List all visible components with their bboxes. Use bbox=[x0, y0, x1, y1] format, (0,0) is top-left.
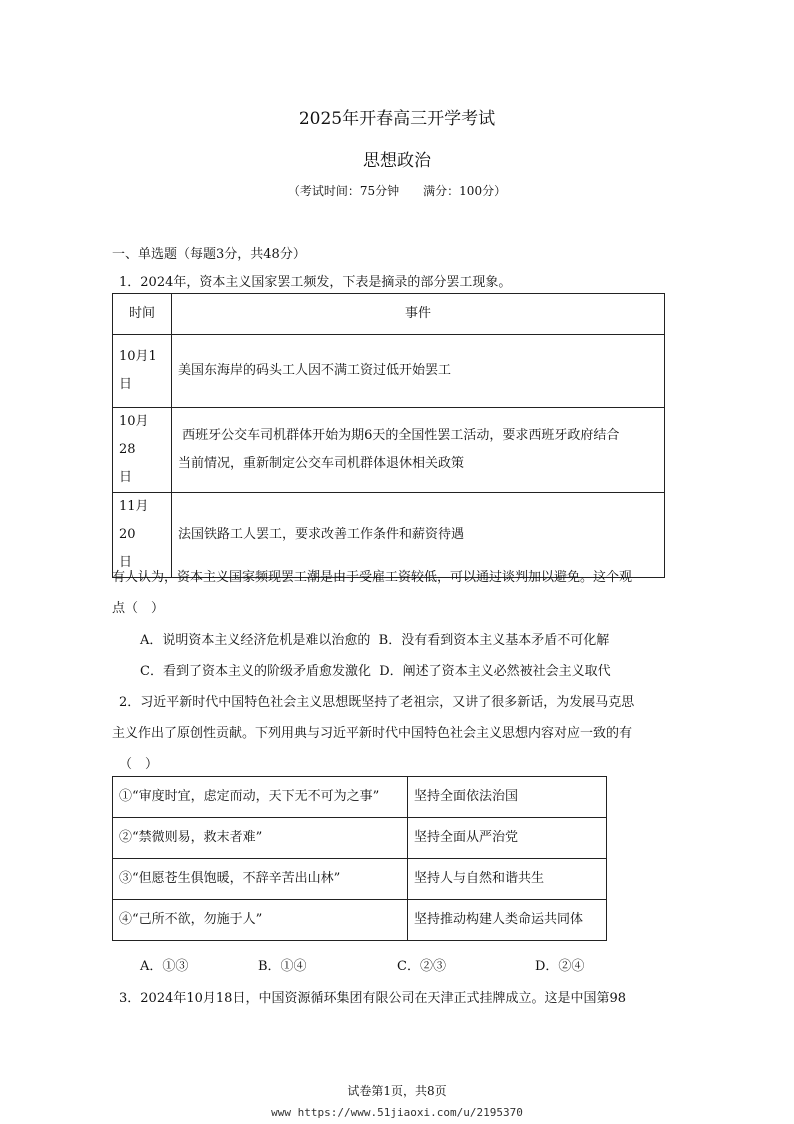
principle-cell: 坚持全面从严治党 bbox=[408, 818, 607, 859]
allusion-cell: ③“但愿苍生俱饱暖，不辞辛苦出山林” bbox=[113, 859, 408, 900]
exam-subject: 思想政治 bbox=[363, 151, 431, 171]
event-line: 法国铁路工人罢工，要求改善工作条件和薪资待遇 bbox=[178, 527, 465, 542]
q1-stem: 1．2024年，资本主义国家罢工频发，下表是摘录的部分罢工现象。 bbox=[119, 275, 512, 290]
table-header-time: 时间 bbox=[113, 294, 172, 335]
time-line: 日 bbox=[119, 555, 133, 570]
event-line: 当前情况，重新制定公交车司机群体退休相关政策 bbox=[178, 456, 465, 471]
table-row bbox=[113, 777, 607, 818]
q3-stem-line1: 3．2024年10月18日，中国资源循环集团有限公司在天津正式挂牌成立。这是中国第98 bbox=[119, 991, 626, 1006]
principle-cell: 坚持推动构建人类命运共同体 bbox=[408, 900, 607, 941]
q2-option-a: A．①③ bbox=[140, 959, 189, 974]
table-header-row bbox=[113, 294, 665, 335]
time-cell bbox=[113, 493, 172, 578]
table-header-event: 事件 bbox=[172, 294, 665, 335]
q2-option-b: B．①④ bbox=[258, 959, 307, 974]
time-cell bbox=[113, 408, 172, 493]
q1-options-line1: A．说明资本主义经济危机是难以治愈的 B．没有看到资本主义基本矛盾不可化解 bbox=[140, 633, 610, 648]
event-cell bbox=[172, 408, 665, 493]
q1-options-line2: C．看到了资本主义的阶级矛盾愈发激化 D．阐述了资本主义必然被社会主义取代 bbox=[140, 664, 611, 679]
event-cell bbox=[172, 335, 665, 408]
q2-stem-line2: 主义作出了原创性贡献。下列用典与习近平新时代中国特色社会主义思想内容对应一致的有 bbox=[112, 726, 633, 741]
watermark-url: www https://www.51jiaoxi.com/u/2195370 bbox=[271, 1106, 523, 1119]
table-row bbox=[113, 859, 607, 900]
table-row bbox=[113, 335, 665, 408]
table-row bbox=[113, 818, 607, 859]
q2-option-d: D．②④ bbox=[535, 959, 585, 974]
table-row bbox=[113, 900, 607, 941]
page-footer: 试卷第1页，共8页 bbox=[347, 1084, 447, 1098]
time-line: 11月20 bbox=[119, 499, 149, 542]
principle-cell: 坚持人与自然和谐共生 bbox=[408, 859, 607, 900]
time-line: 10月 28 bbox=[119, 414, 149, 457]
event-line: 美国东海岸的码头工人因不满工资过低开始罢工 bbox=[178, 363, 452, 378]
exam-meta: （考试时间：75分钟 满分：100分） bbox=[287, 184, 507, 198]
q1-strike-table bbox=[112, 293, 665, 578]
event-line: 西班牙公交车司机群体开始为期6天的全国性罢工活动，要求西班牙政府结合 bbox=[178, 428, 620, 443]
time-line: 10月1 bbox=[119, 349, 157, 364]
allusion-cell: ④“己所不欲，勿施于人” bbox=[113, 900, 408, 941]
q2-allusion-table bbox=[112, 776, 607, 941]
q1-follow-line1: 有人认为，资本主义国家频现罢工潮是由于受雇工资较低，可以通过谈判加以避免。这个观 bbox=[112, 570, 633, 585]
time-line: 日 bbox=[119, 377, 133, 392]
event-cell bbox=[172, 493, 665, 578]
q1-follow-line2: 点（ ） bbox=[112, 601, 165, 616]
q2-stem-line3: （ ） bbox=[119, 757, 159, 772]
principle-cell: 坚持全面依法治国 bbox=[408, 777, 607, 818]
q2-stem-line1: 2．习近平新时代中国特色社会主义思想既坚持了老祖宗，又讲了很多新话，为发展马克思 bbox=[119, 695, 635, 710]
time-cell bbox=[113, 335, 172, 408]
time-line: 日 bbox=[119, 470, 133, 485]
table-row bbox=[113, 493, 665, 578]
exam-title: 2025年开春高三开学考试 bbox=[298, 109, 496, 129]
section-title: 一、单选题（每题3分，共48分） bbox=[112, 247, 306, 262]
allusion-cell: ②“禁微则易，救末者难” bbox=[113, 818, 408, 859]
allusion-cell: ①“审度时宜，虑定而动，天下无不可为之事” bbox=[113, 777, 408, 818]
table-row bbox=[113, 408, 665, 493]
q2-option-c: C．②③ bbox=[397, 959, 446, 974]
